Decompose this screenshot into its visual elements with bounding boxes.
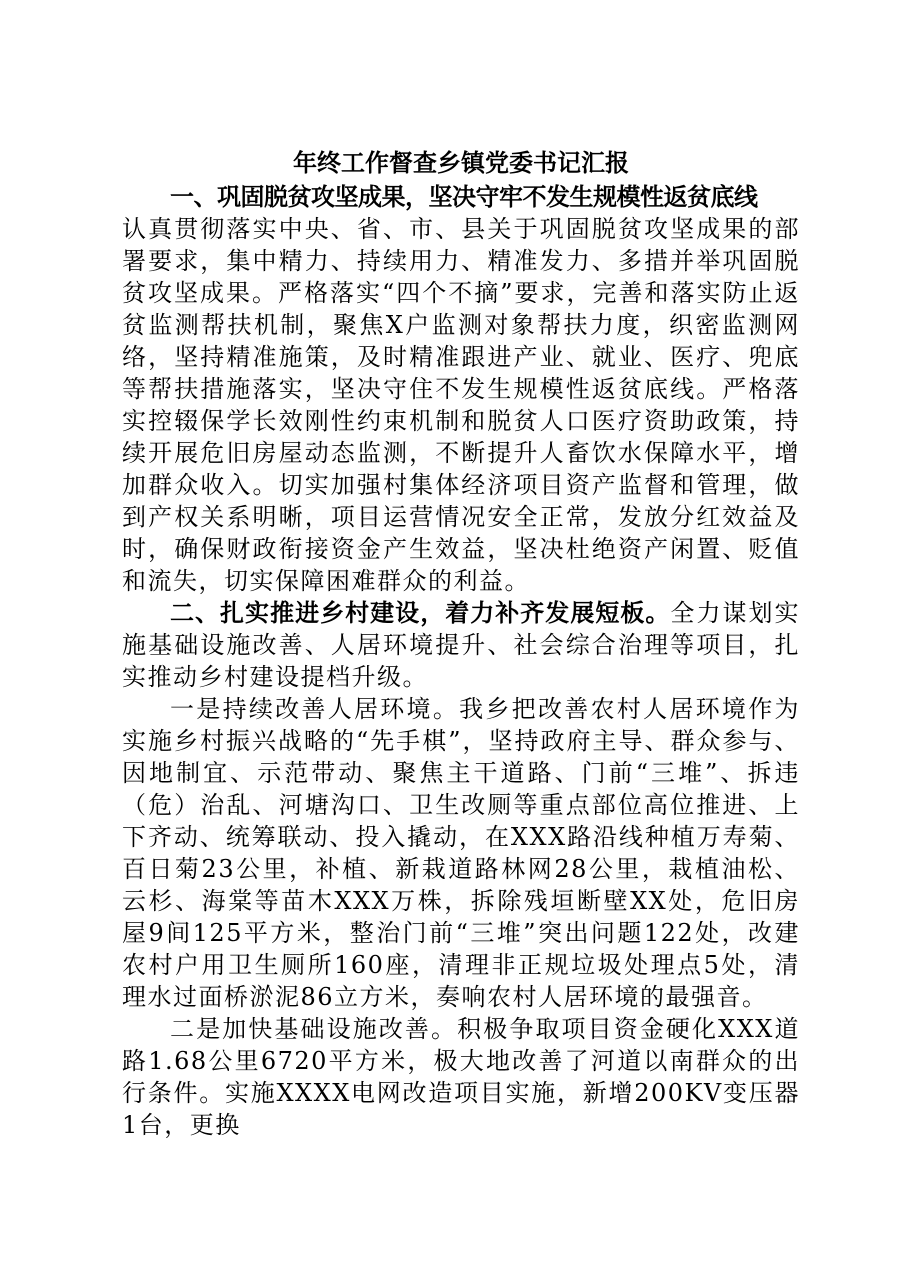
section-2-lead: 二、扎实推进乡村建设，着力补齐发展短板。 <box>170 598 671 627</box>
document-body <box>122 145 800 1141</box>
paragraph-infrastructure: 二是加快基础设施改善。积极争取项目资金硬化XXX道路1.68公里6720平方米，极大地改善了河道以南群众的出行条件。实施XXXX电网改造项目实施，新增200KV变压器1台，更换 <box>122 1015 800 1139</box>
section-2-body: 全力谋划实施基础设施改善、人居环境提升、社会综合治理等项目，扎实推动乡村建设提档升级。 <box>122 599 801 691</box>
section-2-paragraph <box>122 597 800 693</box>
section-1-heading: 一、巩固脱贫攻坚成果，坚决守牢不发生规模性返贫底线 <box>170 182 758 211</box>
document-title: 年终工作督查乡镇党委书记汇报 <box>293 148 629 177</box>
section-1-paragraph: 认真贯彻落实中央、省、市、县关于巩固脱贫攻坚成果的部署要求，集中精力、持续用力、精准发力、多措并举巩固脱贫攻坚成果。严格落实“四个不摘”要求，完善和落实防止返贫监测帮扶机制，聚焦X户监测对象帮扶力度，织密监测网络，坚持精准施策，及时精准跟进产业、就业、医疗、兜底等帮扶措施落实，坚决守住不发生规模性返贫底线。严格落实控辍保学长效刚性约束机制和脱贫人口医疗资助政策，持续开展危旧房屋动态监测，不断提升人畜饮水保障水平，增加群众收入。切实加强村集体经济项目资产监督和管理，做到产权关系明晰，项目运营情况安全正常，发放分红效益及时，确保财政衔接资金产生效益，坚决杜绝资产闲置、贬值和流失，切实保障困难群众的利益。 <box>122 215 800 595</box>
paragraph-living-environment: 一是持续改善人居环境。我乡把改善农村人居环境作为实施乡村振兴战略的“先手棋”，坚持政府主导、群众参与、因地制宜、示范带动、聚焦主干道路、门前“三堆”、拆违（危）治乱、河塘沟口、卫生改厕等重点部位高位推进、上下齐动、统筹联动、投入撬动，在XXX路沿线种植万寿菊、百日菊23公里，补植、新栽道路林网28公里，栽植油松、云杉、海棠等苗木XXX万株，拆除残垣断壁XX处，危旧房屋9间125平方米，整治门前“三堆”突出问题122处，改建农村户用卫生厕所160座，清理非正规垃圾处理点5处，清理水过面桥淤泥86立方米，奏响农村人居环境的最强音。 <box>122 695 800 1011</box>
